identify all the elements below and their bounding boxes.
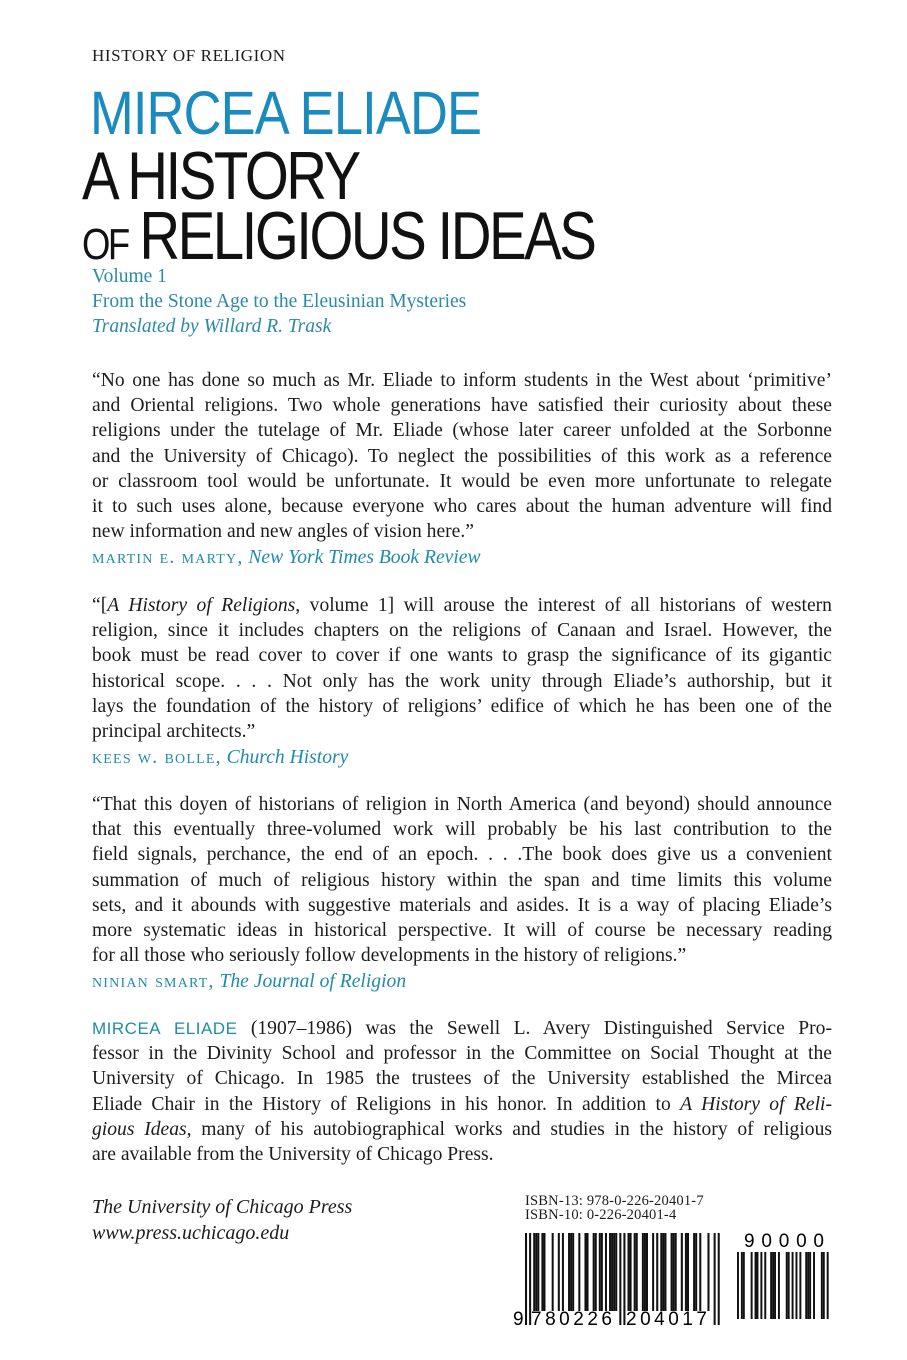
addon-bar xyxy=(786,1252,788,1319)
quote-line: book must be read cover to cover if one wants to grasp the significance of its gigantic xyxy=(92,645,832,667)
book-title-line1: A HISTORY xyxy=(82,138,359,214)
isbn-info xyxy=(525,1194,704,1222)
barcode-bar xyxy=(695,1233,697,1311)
quote-text: “[ xyxy=(92,595,108,616)
publisher-info xyxy=(92,1194,352,1246)
barcode-bar xyxy=(543,1233,545,1311)
review-quote-3 xyxy=(92,792,832,995)
quote-line: field signals, perchance, the end of an epoch. . . .The book does give us a convenient xyxy=(92,844,832,866)
addon-bar xyxy=(778,1252,780,1319)
addon-bar xyxy=(774,1252,776,1319)
quote-line: “That this doyen of historians of religion in North America (and beyond) should announce xyxy=(92,794,832,815)
quote-attribution xyxy=(92,545,832,570)
barcode-bar xyxy=(568,1233,570,1311)
publisher-name: The University of Chicago Press xyxy=(92,1196,353,1218)
barcode-bar xyxy=(671,1233,673,1311)
barcode-bar xyxy=(628,1233,630,1311)
barcode-bar xyxy=(707,1233,709,1311)
quote-line: that this eventually three-volumed work will probably be his last contribution to the xyxy=(92,819,832,841)
quote-line: or classroom tool would be unfortunate. It would be even more unfortunate to relegate xyxy=(92,470,832,492)
quote-line: sets, and it abounds with suggestive materials and asides. It is a way of placing Eliade’s xyxy=(92,894,832,916)
ean-first-digit: 9 xyxy=(513,1309,524,1330)
addon-bar xyxy=(796,1252,798,1319)
quote-line: principal architects.” xyxy=(92,720,256,742)
barcode-bar xyxy=(578,1233,580,1311)
barcode-bar xyxy=(615,1233,617,1311)
reviewer-name: martin e. marty, xyxy=(92,547,244,569)
addon-bar xyxy=(764,1252,766,1319)
barcode-bar xyxy=(718,1233,720,1325)
barcode-bar xyxy=(687,1233,689,1311)
publisher-url: www.press.uchicago.edu xyxy=(92,1222,290,1244)
addon-bar xyxy=(751,1252,753,1319)
isbn10: ISBN-10: 0-226-20401-4 xyxy=(525,1207,677,1223)
quote-attribution xyxy=(92,969,832,994)
barcode-bar xyxy=(652,1233,654,1311)
barcode-bar xyxy=(673,1233,675,1311)
quote-line: summation of much of religious history within the span and time limits this volume xyxy=(92,869,832,891)
barcode-bar xyxy=(685,1233,687,1311)
bio-italic-title: gious Ideas xyxy=(92,1118,187,1140)
bio-text: (1907–1986) was the Sewell L. Avery Distinguished Service Pro- xyxy=(237,1018,832,1039)
review-quote-2 xyxy=(92,593,832,770)
ean-left-digits: 780226 xyxy=(531,1309,615,1330)
barcode-bar xyxy=(656,1233,658,1311)
barcode-bar xyxy=(662,1233,664,1311)
barcode-bar xyxy=(714,1233,716,1325)
bio-line: University of Chicago. In 1985 the trustees of the University established the Mircea xyxy=(92,1068,832,1090)
barcode-bar xyxy=(646,1233,648,1311)
reviewer-name: ninian smart, xyxy=(92,971,215,993)
volume-label: Volume 1 xyxy=(92,266,167,287)
book-title-line2 xyxy=(82,197,594,275)
barcode-bar xyxy=(619,1233,621,1325)
quote-line: religion, since it includes chapters on the religions of Canaan and Israel. However, the xyxy=(92,620,832,642)
quote-line: “No one has done so much as Mr. Eliade to inform students in the West about ‘primitive’ xyxy=(92,370,832,391)
barcode-bar xyxy=(525,1233,527,1325)
barcode-bar xyxy=(593,1233,595,1311)
barcode-bar xyxy=(642,1233,644,1311)
bio-line xyxy=(92,1117,832,1142)
barcode-bar xyxy=(636,1233,638,1311)
barcode-bar xyxy=(644,1233,646,1311)
quote-line: more systematic ideas in historical perspective. It will of course be necessary reading xyxy=(92,919,832,941)
addon-digits: 90000 xyxy=(744,1231,824,1252)
bio-line: fessor in the Divinity School and professor in the Committee on Social Thought at the xyxy=(92,1043,832,1065)
reviewer-name: kees w. bolle, xyxy=(92,747,222,769)
addon-bar xyxy=(757,1252,759,1319)
bio-text: , many of his autobiographical works and studies in the history of religious xyxy=(186,1118,832,1140)
addon-barcode-bars xyxy=(737,1252,829,1319)
addon-bar xyxy=(741,1252,743,1319)
quote-attribution xyxy=(92,745,832,770)
review-source: Church History xyxy=(226,747,349,769)
addon-bar xyxy=(743,1252,745,1319)
barcode-bar xyxy=(675,1233,677,1311)
quote-line: and Oriental religions. Two whole generations have satisfied their curiosity about these xyxy=(92,395,832,417)
addon-bar xyxy=(809,1252,811,1319)
barcode-bar xyxy=(570,1233,572,1311)
barcode-bar xyxy=(664,1233,666,1311)
bio-text: Eliade Chair in the History of Religions in his honor. In addition to xyxy=(92,1093,681,1115)
barcode xyxy=(500,1225,840,1335)
addon-bar xyxy=(772,1252,774,1319)
addon-bar xyxy=(823,1252,825,1319)
barcode-bar xyxy=(552,1233,554,1311)
addon-bar xyxy=(827,1252,829,1319)
barcode-bar xyxy=(699,1233,701,1311)
barcode-bar xyxy=(558,1233,560,1311)
barcode-bar xyxy=(613,1233,615,1311)
quote-line: for all those who seriously follow developments in the history of religions.” xyxy=(92,945,687,967)
title-of: OF xyxy=(82,220,128,269)
bio-line: are available from the University of Chicago Press. xyxy=(92,1143,494,1165)
author-name: MIRCEA ELIADE xyxy=(90,79,482,147)
quote-line: new information and new angles of vision here.” xyxy=(92,521,474,543)
quote-line: religions under the tutelage of Mr. Eliade (whose later career unfolded at the Sorbonne xyxy=(92,420,832,442)
barcode-bar xyxy=(587,1233,589,1311)
addon-bar xyxy=(755,1252,757,1319)
barcode-bar xyxy=(584,1233,586,1311)
barcode-bar xyxy=(660,1233,662,1311)
bio-line xyxy=(92,1016,832,1041)
quote-text: , volume 1] will arouse the interest of all historians of western xyxy=(295,595,832,616)
barcode-bar xyxy=(562,1233,564,1311)
barcode-bar xyxy=(605,1233,607,1311)
bio-italic-title: A History of Reli- xyxy=(680,1093,832,1115)
quote-line: and the University of Chicago). To neglect the possibilities of this work as a reference xyxy=(92,445,832,467)
addon-bar xyxy=(805,1252,807,1319)
barcode-bar xyxy=(572,1233,574,1311)
bio-author-name: MIRCEA ELIADE xyxy=(92,1019,238,1038)
quote-italic-title: A History of Religions xyxy=(107,595,296,616)
barcode-bar xyxy=(634,1233,636,1311)
addon-bar xyxy=(770,1252,772,1319)
barcode-bar xyxy=(533,1233,535,1311)
addon-bar xyxy=(799,1252,801,1319)
addon-bar xyxy=(807,1252,809,1319)
addon-bar xyxy=(813,1252,815,1319)
barcode-bar xyxy=(599,1233,601,1311)
quote-line xyxy=(92,593,832,618)
barcode-bar xyxy=(611,1233,613,1311)
author-bio xyxy=(92,1016,832,1167)
barcode-bar xyxy=(595,1233,597,1311)
barcode-bar xyxy=(541,1233,543,1311)
barcode-bar xyxy=(630,1233,632,1311)
addon-bar xyxy=(760,1252,762,1319)
translator: Translated by Willard R. Trask xyxy=(92,316,332,337)
addon-bar xyxy=(821,1252,823,1319)
addon-bar xyxy=(788,1252,790,1319)
review-source: New York Times Book Review xyxy=(248,547,481,569)
ean-right-digits: 204017 xyxy=(626,1309,710,1330)
barcode-bar xyxy=(601,1233,603,1311)
barcode-bar xyxy=(693,1233,695,1311)
isbn13: ISBN-13: 978-0-226-20401-7 xyxy=(525,1193,704,1209)
series-label: HISTORY OF RELIGION xyxy=(92,46,286,65)
bio-line xyxy=(92,1092,832,1117)
addon-bar xyxy=(792,1252,794,1319)
barcode-bar xyxy=(681,1233,683,1311)
quote-line: historical scope. . . . Not only has the work unity through Eliade’s authorship, but it xyxy=(92,670,832,692)
barcode-bar xyxy=(537,1233,539,1311)
review-quote-1 xyxy=(92,368,832,571)
review-source: The Journal of Religion xyxy=(219,971,407,993)
subtitle: From the Stone Age to the Eleusinian Mysteries xyxy=(92,291,467,312)
addon-bar xyxy=(737,1252,739,1319)
title-main: RELIGIOUS IDEAS xyxy=(139,198,595,274)
barcode-bar xyxy=(535,1233,537,1311)
quote-line: it to such uses alone, because everyone who cares about the human adventure will find xyxy=(92,495,832,517)
barcode-bar xyxy=(609,1233,611,1311)
quote-line: lays the foundation of the history of religions’ edifice of which he has been one of the xyxy=(92,695,832,717)
